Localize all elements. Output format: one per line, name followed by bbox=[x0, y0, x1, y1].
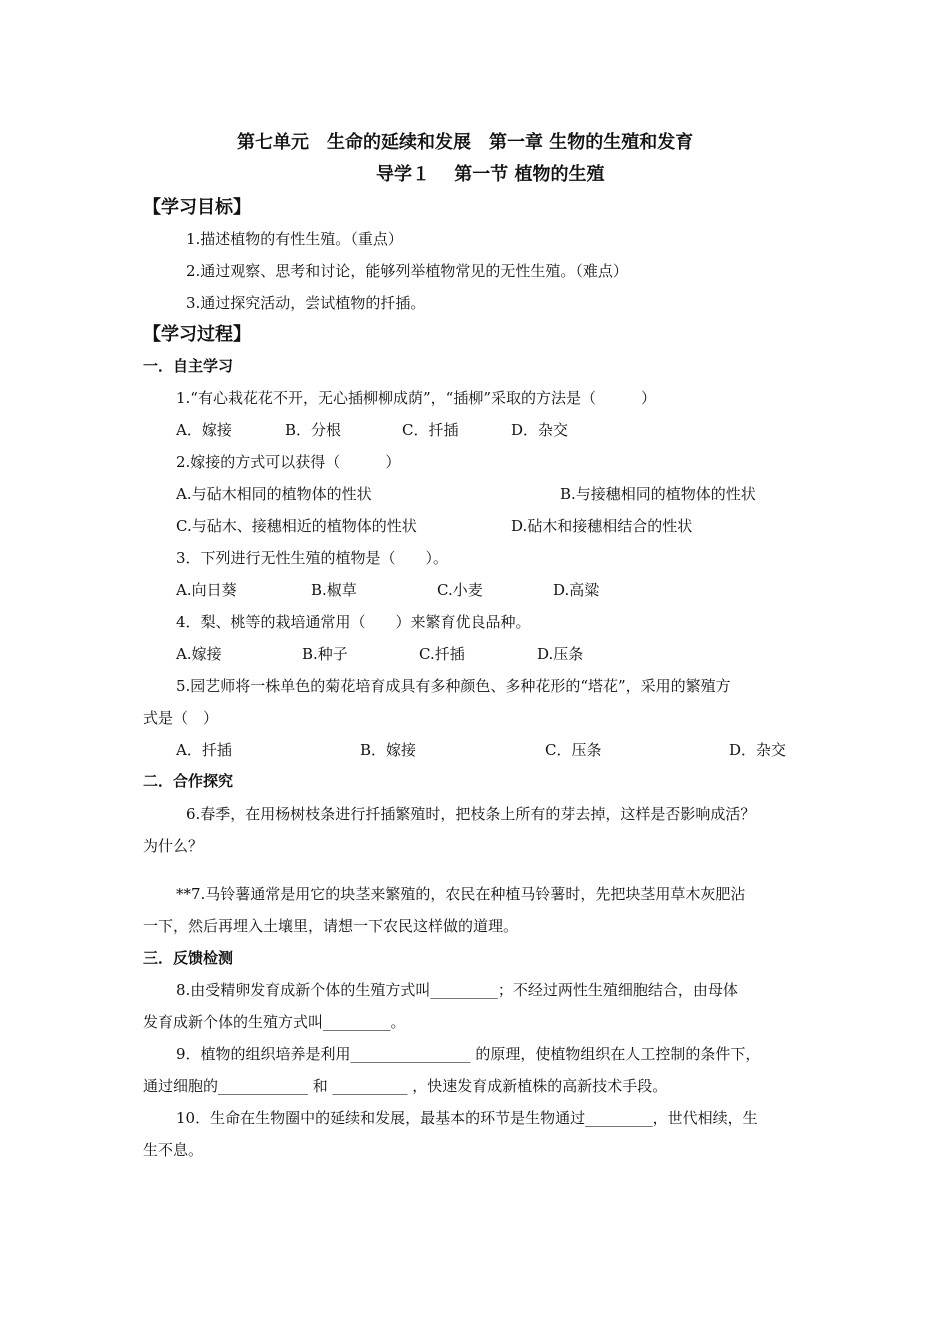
process-heading: 【学习过程】 bbox=[143, 324, 251, 345]
question-1-option-a: A．嫁接 bbox=[176, 421, 232, 439]
question-4-option-b: B.种子 bbox=[302, 645, 348, 663]
objectives-heading: 【学习目标】 bbox=[143, 197, 251, 218]
question-2-option-a: A.与砧木相同的植物体的性状 bbox=[176, 485, 372, 503]
question-6-cont: 为什么？ bbox=[143, 837, 204, 855]
section-heading-self-study: 一．自主学习 bbox=[143, 357, 234, 375]
question-7-cont: 一下，然后再埋入土壤里，请想一下农民这样做的道理。 bbox=[143, 917, 519, 935]
question-10: 10．生命在生物圈中的延续和发展，最基本的环节是生物通过_________，世代相续，生 bbox=[176, 1109, 758, 1127]
section-heading-feedback: 三．反馈检测 bbox=[143, 949, 234, 967]
question-5-stem-cont: 式是（ ） bbox=[143, 709, 219, 727]
question-3-option-a: A.向日葵 bbox=[176, 581, 237, 599]
question-4-option-c: C.扦插 bbox=[419, 645, 465, 663]
lesson-subtitle: 导学１ 第一节 植物的生殖 bbox=[376, 164, 605, 185]
question-1-option-b: B．分根 bbox=[285, 421, 342, 439]
objective-item: 2.通过观察、思考和讨论，能够列举植物常见的无性生殖。（难点） bbox=[186, 262, 628, 280]
question-8: 8.由受精卵发育成新个体的生殖方式叫_________；不经过两性生殖细胞结合，由母体 bbox=[176, 981, 738, 999]
question-4-stem: 4．梨、桃等的栽培通常用（ ）来繁育优良品种。 bbox=[176, 613, 531, 631]
question-10-cont: 生不息。 bbox=[143, 1141, 204, 1159]
question-9-cont: 通过细胞的____________ 和 __________ ，快速发育成新植株的高新技术手段。 bbox=[143, 1077, 668, 1095]
question-7: **7.马铃薯通常是用它的块茎来繁殖的，农民在种植马铃薯时，先把块茎用草木灰肥沾 bbox=[176, 885, 746, 903]
question-2-option-b: B.与接穗相同的植物体的性状 bbox=[560, 485, 756, 503]
question-5-option-a: A．扦插 bbox=[176, 741, 232, 759]
objective-item: 3.通过探究活动，尝试植物的扦插。 bbox=[186, 294, 426, 312]
question-2-stem: 2.嫁接的方式可以获得（ ） bbox=[176, 453, 401, 471]
question-9: 9．植物的组织培养是利用________________ 的原理，使植物组织在人工控制的条件下， bbox=[176, 1045, 761, 1063]
question-5-stem: 5.园艺师将一株单色的菊花培育成具有多种颜色、多种花形的“塔花”，采用的繁殖方 bbox=[176, 677, 731, 695]
question-2-option-d: D.砧木和接穗相结合的性状 bbox=[511, 517, 693, 535]
question-2-option-c: C.与砧木、接穗相近的植物体的性状 bbox=[176, 517, 417, 535]
question-1-option-c: C．扦插 bbox=[402, 421, 459, 439]
question-5-option-b: B．嫁接 bbox=[360, 741, 417, 759]
question-3-stem: 3．下列进行无性生殖的植物是（ ）。 bbox=[176, 549, 449, 567]
question-4-option-a: A.嫁接 bbox=[176, 645, 222, 663]
question-5-option-d: D．杂交 bbox=[729, 741, 787, 759]
page-title: 第七单元 生命的延续和发展 第一章 生物的生殖和发育 bbox=[237, 132, 694, 153]
question-8-cont: 发育成新个体的生殖方式叫_________。 bbox=[143, 1013, 406, 1031]
question-4-option-d: D.压条 bbox=[537, 645, 584, 663]
question-6: 6.春季，在用杨树枝条进行扦插繁殖时，把枝条上所有的芽去掉，这样是否影响成活？ bbox=[186, 805, 756, 823]
question-5-option-c: C．压条 bbox=[545, 741, 602, 759]
question-3-option-d: D.高粱 bbox=[553, 581, 600, 599]
section-heading-cooperative: 二．合作探究 bbox=[143, 772, 234, 790]
question-3-option-c: C.小麦 bbox=[437, 581, 483, 599]
question-3-option-b: B.椒草 bbox=[311, 581, 357, 599]
objective-item: 1.描述植物的有性生殖。（重点） bbox=[186, 230, 403, 248]
question-1-stem: 1.“有心栽花花不开，无心插柳柳成荫”，“插柳”采取的方法是（ ） bbox=[176, 389, 656, 407]
question-1-option-d: D．杂交 bbox=[511, 421, 569, 439]
